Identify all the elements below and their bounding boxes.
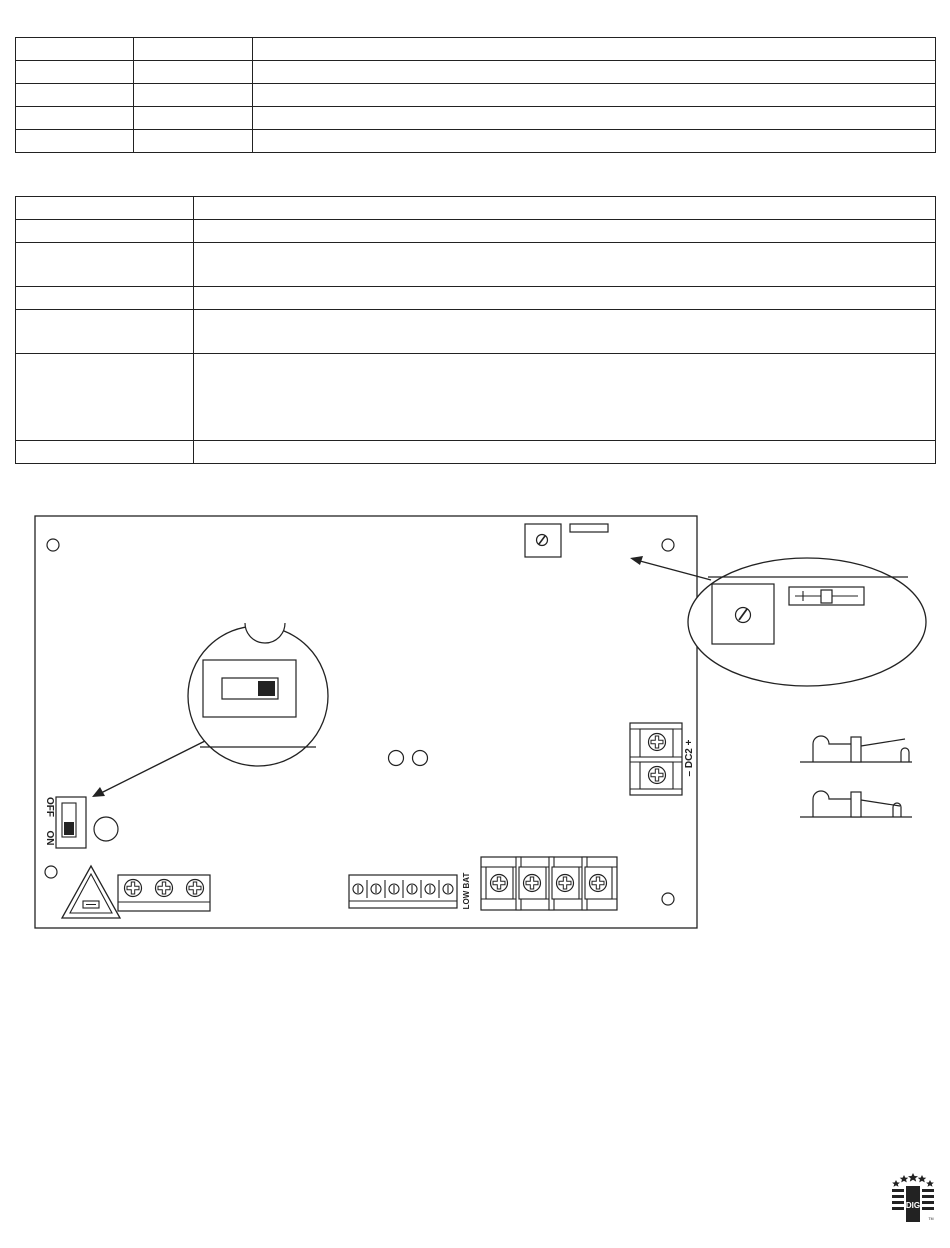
low-bat-label: LOW BAT [462,872,471,910]
logo-mark-text: DIG [905,1201,921,1210]
table-row [16,310,936,354]
logo-tm: TM [928,1217,934,1221]
ac-input-terminal [118,875,210,911]
table-row [16,441,936,464]
table-row [16,107,936,130]
spec-table-2 [15,196,936,464]
table-row [16,354,936,441]
table-row [16,197,936,220]
low-bat-terminal [349,873,471,910]
power-board-diagram [0,500,950,940]
potentiometer-callout [688,558,926,686]
switch-on-label: ON [44,830,55,846]
table-row [16,220,936,243]
spec-table-1 [15,37,936,153]
relay-contact-symbols [800,736,912,817]
table-row [16,287,936,310]
table-row [16,130,936,153]
battery-terminal-block [481,857,617,910]
switch-off-label: OFF [44,797,55,817]
dc2-label: – DC2 + [684,739,695,777]
table-row [16,61,936,84]
dig-logo [888,1172,938,1224]
table-row [16,38,936,61]
led-indicator [94,817,118,841]
table-row [16,84,936,107]
table-row [16,243,936,287]
